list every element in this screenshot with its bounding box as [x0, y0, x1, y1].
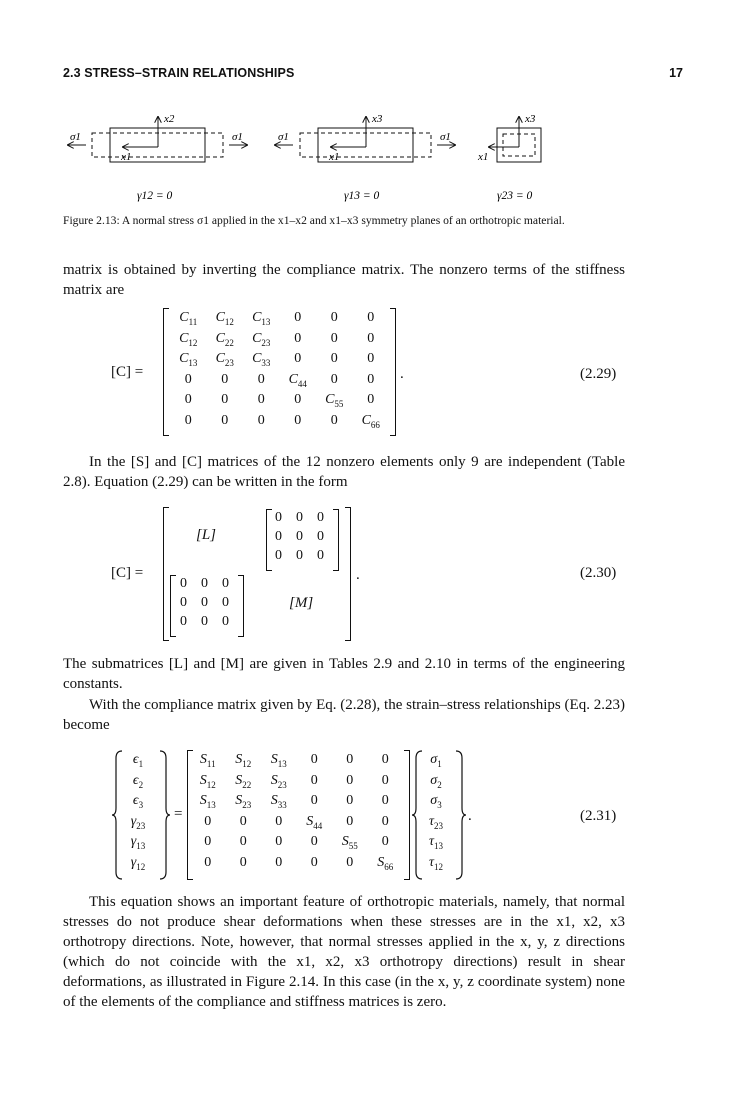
running-header	[63, 66, 683, 86]
matrix-cell: 0	[296, 529, 303, 544]
right-bracket	[390, 308, 396, 436]
figure-2-13	[0, 100, 748, 210]
matrix-cell: 0	[222, 576, 229, 591]
paragraph: matrix is obtained by inverting the compliance matrix. The nonzero terms of the stiffness matrix are	[63, 262, 625, 298]
matrix-cell: 0	[275, 510, 282, 525]
matrix-cell: $\epsilon_3$	[132, 793, 144, 810]
panel-2-vertical-axis-label: x3	[372, 113, 383, 125]
matrix-cell: 0	[221, 371, 229, 387]
equation-2-29	[0, 306, 748, 440]
matrix-cell: 0	[330, 351, 338, 366]
matrix-cell: $C_{12}$	[215, 310, 234, 327]
matrix-cell: 0	[381, 793, 389, 808]
matrix-cell: 0	[294, 310, 302, 325]
panel-3-vertical-axis-label: x3	[525, 113, 536, 125]
matrix-cell: 0	[221, 412, 229, 428]
matrix-cell: 0	[184, 392, 192, 407]
panel-1-vertical-axis-label: x2	[164, 113, 175, 125]
matrix-cell: 0	[257, 412, 265, 428]
matrix-cell: $\tau_{12}$	[428, 854, 443, 872]
period: .	[356, 567, 360, 583]
panel-1-right-stress-label: σ1	[232, 131, 243, 143]
submatrix-L: [L]	[196, 527, 217, 543]
matrix-cell: $S_{12}$	[235, 752, 252, 769]
equation-lhs: [C] =	[111, 364, 144, 380]
stress-braces	[410, 748, 466, 882]
matrix-cell: 0	[239, 834, 247, 849]
panel-1-left-stress-label: σ1	[70, 131, 81, 143]
matrix-cell: 0	[275, 548, 282, 563]
matrix-cell: 0	[330, 412, 338, 428]
panel-2	[275, 117, 455, 162]
paragraph: With the compliance matrix given by Eq. (2.28), the strain–stress relationships (Eq. 2.23) become	[63, 697, 625, 733]
matrix-cell: 0	[367, 392, 375, 407]
matrix-cell: 0	[367, 351, 375, 366]
matrix-cell: 0	[275, 834, 283, 849]
matrix-cell: 0	[310, 834, 318, 849]
matrix-cell: $S_{13}$	[270, 752, 287, 769]
outer-left-bracket	[163, 507, 169, 641]
matrix-cell: $S_{22}$	[235, 772, 252, 790]
matrix-cell: 0	[294, 392, 302, 407]
left-bracket	[163, 308, 169, 436]
matrix-cell: $C_{11}$	[179, 310, 198, 327]
panel-1-shear-label: γ12 = 0	[137, 190, 173, 202]
matrix-cell: 0	[180, 576, 187, 591]
matrix-cell: 0	[330, 310, 338, 325]
matrix-cell: 0	[381, 752, 389, 767]
matrix-cell: $C_{22}$	[215, 330, 234, 348]
matrix-cell: 0	[180, 595, 187, 610]
matrix-cell: $S_{23}$	[270, 772, 287, 790]
matrix-cell: 0	[367, 371, 375, 387]
matrix-cell: $S_{66}$	[377, 854, 394, 872]
matrix-cell: 0	[346, 813, 354, 829]
matrix-cell: 0	[381, 772, 389, 788]
matrix-cell: 0	[330, 371, 338, 387]
matrix-cell: $S_{33}$	[270, 793, 287, 810]
strain-braces	[110, 748, 170, 882]
matrix-cell: $S_{23}$	[235, 793, 252, 810]
matrix-cell: 0	[330, 330, 338, 346]
matrix-cell: 0	[346, 793, 354, 808]
matrix-cell: $C_{13}$	[179, 351, 198, 368]
matrix-cell: $\sigma_1$	[430, 752, 442, 769]
matrix-cell: 0	[317, 548, 324, 563]
figure-caption: Figure 2.13: A normal stress σ1 applied in the x1–x2 and x1–x3 symmetry planes of an orthotropic material.	[63, 214, 565, 227]
matrix-cell: 0	[239, 854, 247, 870]
submatrix-M: [M]	[289, 595, 314, 611]
matrix-cell: 0	[317, 510, 324, 525]
panel-2-horizontal-axis-label: x1	[329, 151, 340, 163]
matrix-cell: 0	[221, 392, 229, 407]
upper-zero-right-bracket	[333, 509, 339, 571]
page-number: 17	[669, 66, 683, 80]
panel-1-horizontal-axis-label: x1	[121, 151, 132, 163]
matrix-cell: 0	[346, 752, 354, 767]
matrix-cell: $C_{23}$	[215, 351, 234, 368]
matrix-cell: $\epsilon_1$	[132, 752, 144, 769]
equation-2-30	[0, 505, 748, 643]
matrix-cell: $S_{12}$	[199, 772, 216, 790]
matrix-cell: $S_{44}$	[306, 813, 323, 831]
matrix-cell: 0	[296, 510, 303, 525]
paragraph: This equation shows an important feature of orthotropic materials, namely, that normal stresses do not produce shear deformations when these stresses are in the x1, x2, x3 orthotropy directions. Note, however, that normal stresses applied in the x, y, z directions (which do not coincide with the x1, x2, x3 orthotropy directions) result in shear deformations, as illustrated in Figure 2.14. In this case (in the x, y, z coordinate system) none of the elements of the compliance and stiffness matrices is zero.	[63, 894, 625, 1010]
equation-lhs: [C] =	[111, 565, 144, 581]
matrix-cell: 0	[275, 854, 283, 870]
matrix-cell: 0	[257, 392, 265, 407]
matrix-cell: $S_{11}$	[199, 752, 216, 769]
matrix-cell: 0	[367, 330, 375, 346]
matrix-cell: $\gamma_{12}$	[130, 854, 146, 872]
matrix-cell: 0	[310, 854, 318, 870]
matrix-cell: 0	[184, 412, 192, 428]
matrix-cell: 0	[180, 614, 187, 629]
period: .	[468, 808, 472, 824]
equals-sign: =	[174, 806, 183, 822]
matrix-cell: 0	[201, 614, 208, 629]
matrix-cell: $S_{55}$	[341, 834, 358, 851]
outer-right-bracket	[345, 507, 351, 641]
matrix-cell: 0	[296, 548, 303, 563]
matrix-cell: $C_{12}$	[179, 330, 198, 348]
matrix-cell: $\epsilon_2$	[132, 772, 144, 790]
matrix-cell: 0	[310, 752, 318, 767]
panel-2-left-stress-label: σ1	[278, 131, 289, 143]
matrix-cell: 0	[201, 576, 208, 591]
matrix-cell: 0	[239, 813, 247, 829]
lower-zero-right-bracket	[238, 575, 244, 637]
matrix-cell: 0	[222, 614, 229, 629]
matrix-cell: 0	[294, 330, 302, 346]
matrix-cell: $C_{55}$	[325, 392, 344, 409]
matrix-cell: 0	[381, 834, 389, 849]
matrix-cell: 0	[294, 351, 302, 366]
period: .	[400, 366, 404, 382]
matrix-cell: $S_{13}$	[199, 793, 216, 810]
matrix-cell: $\gamma_{23}$	[130, 813, 146, 831]
matrix-cell: $\sigma_2$	[430, 772, 442, 790]
matrix-cell: 0	[346, 854, 354, 870]
panel-3-horizontal-axis-label: x1	[478, 151, 489, 163]
equation-2-31	[0, 748, 748, 882]
matrix-cell: 0	[257, 371, 265, 387]
matrix-cell: 0	[275, 529, 282, 544]
matrix-cell: 0	[204, 813, 212, 829]
paragraph: The submatrices [L] and [M] are given in Tables 2.9 and 2.10 in terms of the engineering constants.	[63, 656, 625, 692]
matrix-cell: 0	[317, 529, 324, 544]
matrix-cell: 0	[184, 371, 192, 387]
matrix-cell: 0	[310, 793, 318, 808]
matrix-cell: 0	[275, 813, 283, 829]
paragraph: In the [S] and [C] matrices of the 12 nonzero elements only 9 are independent (Table 2.8). Equation (2.29) can be written in the form	[63, 454, 625, 490]
panel-1	[68, 117, 247, 162]
matrix-cell: 0	[222, 595, 229, 610]
matrix-cell: $C_{44}$	[288, 371, 307, 389]
panel-2-shear-label: γ13 = 0	[344, 190, 380, 202]
matrix-cell: 0	[310, 772, 318, 788]
matrix-cell: $\tau_{13}$	[428, 834, 443, 851]
matrix-cell: $\sigma_3$	[430, 793, 442, 810]
panel-3-shear-label: γ23 = 0	[497, 190, 533, 202]
matrix-cell: $\tau_{23}$	[428, 813, 443, 831]
section-title: 2.3 STRESS–STRAIN RELATIONSHIPS	[63, 66, 295, 80]
figure-diagram	[0, 100, 748, 210]
matrix-cell: $C_{23}$	[252, 330, 271, 348]
matrix-cell: 0	[381, 813, 389, 829]
matrix-cell: $C_{33}$	[252, 351, 271, 368]
matrix-cell: $\gamma_{13}$	[130, 834, 146, 851]
matrix-cell: 0	[204, 834, 212, 849]
matrix-cell: 0	[367, 310, 375, 325]
equation-number: (2.29)	[580, 366, 617, 382]
matrix-cell: $C_{13}$	[252, 310, 271, 327]
equation-number: (2.30)	[580, 565, 617, 581]
matrix-cell: 0	[346, 772, 354, 788]
matrix-cell: $C_{66}$	[361, 412, 380, 430]
matrix-cell: 0	[204, 854, 212, 870]
matrix-cell: 0	[201, 595, 208, 610]
panel-2-right-stress-label: σ1	[440, 131, 451, 143]
matrix-cell: 0	[294, 412, 302, 428]
equation-number: (2.31)	[580, 808, 617, 824]
